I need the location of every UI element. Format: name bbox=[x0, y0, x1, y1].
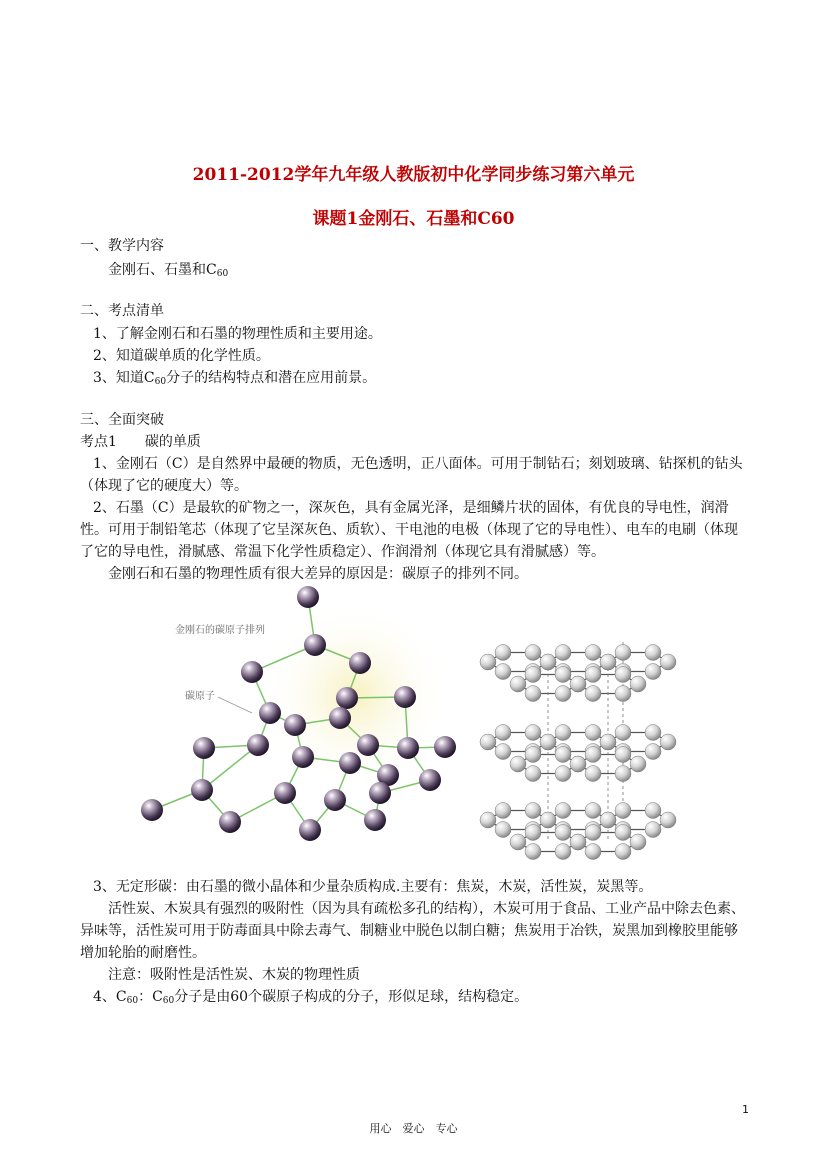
graphite-atom bbox=[600, 812, 616, 828]
carbon-atom bbox=[434, 736, 456, 758]
graphite-atom bbox=[525, 766, 541, 782]
graphite-atom bbox=[615, 746, 631, 762]
graphite-atom bbox=[525, 724, 541, 740]
carbon-atom bbox=[364, 809, 386, 831]
section1-content: 金刚石、石墨和$C_{60}$ bbox=[108, 262, 229, 279]
graphite-atom bbox=[615, 824, 631, 840]
carbon-atom bbox=[299, 819, 321, 841]
graphite-atom bbox=[540, 654, 556, 670]
graphite-atom bbox=[495, 664, 511, 680]
carbon-atom bbox=[241, 661, 263, 683]
carbon-atom bbox=[141, 799, 163, 821]
carbon-atom bbox=[339, 752, 361, 774]
section2-item1: 1、了解金刚石和石墨的物理性质和主要用途。 bbox=[93, 326, 382, 342]
graphite-atom bbox=[480, 812, 496, 828]
graphite-atom bbox=[570, 756, 586, 772]
graphite-atom bbox=[615, 844, 631, 860]
graphite-atom bbox=[495, 644, 511, 660]
graphite-atom bbox=[615, 666, 631, 682]
graphite-atom bbox=[540, 734, 556, 750]
kaodian-heading: 考点1 碳的单质 bbox=[80, 434, 201, 450]
paragraph-adsorption: 活性炭、木炭具有强烈的吸附性（因为具有疏松多孔的结构），木炭可用于食品、工业产品中除去色素、异味等，活性炭可用于防毒面具中除去毒气、制糖业中脱色以制白糖；焦炭用于冶铁，炭黑加到橡胶里能够增加轮胎的耐磨性。 bbox=[80, 901, 745, 961]
paragraph-difference: 金刚石和石墨的物理性质有很大差异的原因是：碳原子的排列不同。 bbox=[108, 566, 528, 582]
graphite-atom bbox=[525, 644, 541, 660]
graphite-atom bbox=[480, 654, 496, 670]
graphite-atom bbox=[585, 746, 601, 762]
graphite-atom bbox=[585, 766, 601, 782]
graphite-atom bbox=[600, 654, 616, 670]
graphite-atom bbox=[585, 844, 601, 860]
section2-item3: 3、知道$C_{60}$分子的结构特点和潜在应用前景。 bbox=[93, 370, 377, 387]
carbon-atom bbox=[357, 734, 379, 756]
carbon-atom bbox=[336, 687, 358, 709]
graphite-atom bbox=[555, 824, 571, 840]
graphite-atom bbox=[525, 746, 541, 762]
graphite-atom bbox=[495, 724, 511, 740]
graphite-atom bbox=[585, 666, 601, 682]
carbon-atom bbox=[191, 779, 213, 801]
graphite-atom bbox=[555, 644, 571, 660]
paragraph-amorphous: 3、无定形碳：由石墨的微小晶体和少量杂质构成.主要有：焦炭，木炭，活性炭，炭黑等。 bbox=[93, 879, 653, 895]
carbon-atom bbox=[419, 769, 441, 791]
doc-subtitle: 课题1金刚石、石墨和C60 bbox=[312, 209, 515, 229]
graphite-atom bbox=[570, 834, 586, 850]
graphite-atom bbox=[645, 802, 661, 818]
graphite-atom bbox=[645, 664, 661, 680]
graphite-atom bbox=[525, 844, 541, 860]
graphite-atom bbox=[555, 746, 571, 762]
paragraph-diamond: 1、金刚石（C）是自然界中最硬的物质，无色透明，正八面体。可用于制钻石；刻划玻璃、钻探机的钻头（体现了它的硬度大）等。 bbox=[80, 456, 743, 494]
carbon-atom bbox=[259, 702, 281, 724]
diamond-label: 金刚石的碳原子排列 bbox=[175, 625, 265, 636]
graphite-atom bbox=[615, 644, 631, 660]
graphite-atom bbox=[525, 666, 541, 682]
graphite-atom bbox=[495, 744, 511, 760]
carbon-atom bbox=[369, 782, 391, 804]
footer-motto: 用心 爱心 专心 bbox=[369, 1122, 458, 1135]
graphite-atom bbox=[630, 676, 646, 692]
graphite-atom bbox=[510, 756, 526, 772]
graphite-atom bbox=[555, 724, 571, 740]
carbon-atom bbox=[329, 707, 351, 729]
graphite-atom bbox=[555, 844, 571, 860]
graphite-atom bbox=[495, 802, 511, 818]
graphite-atom bbox=[645, 724, 661, 740]
graphite-atom bbox=[660, 734, 676, 750]
carbon-atom bbox=[274, 782, 296, 804]
graphite-atom bbox=[615, 802, 631, 818]
graphite-atom bbox=[645, 644, 661, 660]
carbon-atom bbox=[394, 686, 416, 708]
carbon-atom bbox=[219, 811, 241, 833]
paragraph-c60: 4、$C_{60}$：$C_{60}$分子是由60个碳原子构成的分子，形似足球，结构稳定。 bbox=[93, 989, 529, 1006]
graphite-atom bbox=[585, 824, 601, 840]
atom-pointer-line bbox=[218, 697, 252, 713]
graphite-atom bbox=[525, 802, 541, 818]
graphite-atom bbox=[660, 812, 676, 828]
paragraph-graphite: 2、石墨（C）是最软的矿物之一，深灰色，具有金属光泽，是细鳞片状的固体，有优良的导电性，润滑性。可用于制铅笔芯（体现了它呈深灰色、质软）、干电池的电极（体现了它的导电性）、电车的电刷（体现了它的导电性，滑腻感、常温下化学性质稳定）、作润滑剂（体现它具有滑腻感）等。 bbox=[80, 500, 738, 560]
graphite-atom bbox=[555, 686, 571, 702]
graphite-atom bbox=[630, 834, 646, 850]
graphite-atom bbox=[510, 834, 526, 850]
diamond-structure-figure bbox=[140, 585, 470, 850]
paragraph-note: 注意：吸附性是活性炭、木炭的物理性质 bbox=[108, 967, 360, 983]
graphite-atom bbox=[645, 822, 661, 838]
graphite-atom bbox=[495, 822, 511, 838]
graphite-atom bbox=[585, 724, 601, 740]
carbon-atom bbox=[397, 737, 419, 759]
graphite-atom bbox=[585, 644, 601, 660]
graphite-atom bbox=[600, 734, 616, 750]
graphite-atom bbox=[585, 686, 601, 702]
graphite-atom bbox=[615, 766, 631, 782]
graphite-atom bbox=[555, 666, 571, 682]
carbon-atom bbox=[349, 652, 371, 674]
carbon-atom bbox=[292, 746, 314, 768]
graphite-atom bbox=[555, 766, 571, 782]
graphite-atom bbox=[570, 676, 586, 692]
graphite-atom bbox=[540, 812, 556, 828]
graphite-atom bbox=[480, 734, 496, 750]
section2-item2: 2、知道碳单质的化学性质。 bbox=[93, 348, 270, 364]
graphite-atom bbox=[525, 824, 541, 840]
graphite-atom bbox=[615, 686, 631, 702]
section1-heading: 一、教学内容 bbox=[80, 238, 164, 254]
atom-label: 碳原子 bbox=[185, 691, 215, 702]
graphite-atom bbox=[555, 802, 571, 818]
carbon-atom bbox=[304, 634, 326, 656]
graphite-atom bbox=[645, 744, 661, 760]
carbon-atom bbox=[324, 789, 346, 811]
graphite-atom bbox=[525, 686, 541, 702]
section2-heading: 二、考点清单 bbox=[80, 303, 164, 319]
carbon-atom bbox=[297, 586, 319, 608]
graphite-structure-figure bbox=[478, 620, 693, 870]
carbon-atom bbox=[284, 714, 306, 736]
carbon-atom bbox=[247, 734, 269, 756]
graphite-atom bbox=[510, 676, 526, 692]
carbon-atom bbox=[193, 737, 215, 759]
page-number: 1 bbox=[742, 1103, 749, 1116]
section3-heading: 三、全面突破 bbox=[80, 412, 164, 428]
graphite-atom bbox=[585, 802, 601, 818]
graphite-atom bbox=[630, 756, 646, 772]
graphite-atom bbox=[660, 654, 676, 670]
doc-title: 2011-2012学年九年级人教版初中化学同步练习第六单元 bbox=[192, 165, 635, 185]
graphite-atom bbox=[615, 724, 631, 740]
